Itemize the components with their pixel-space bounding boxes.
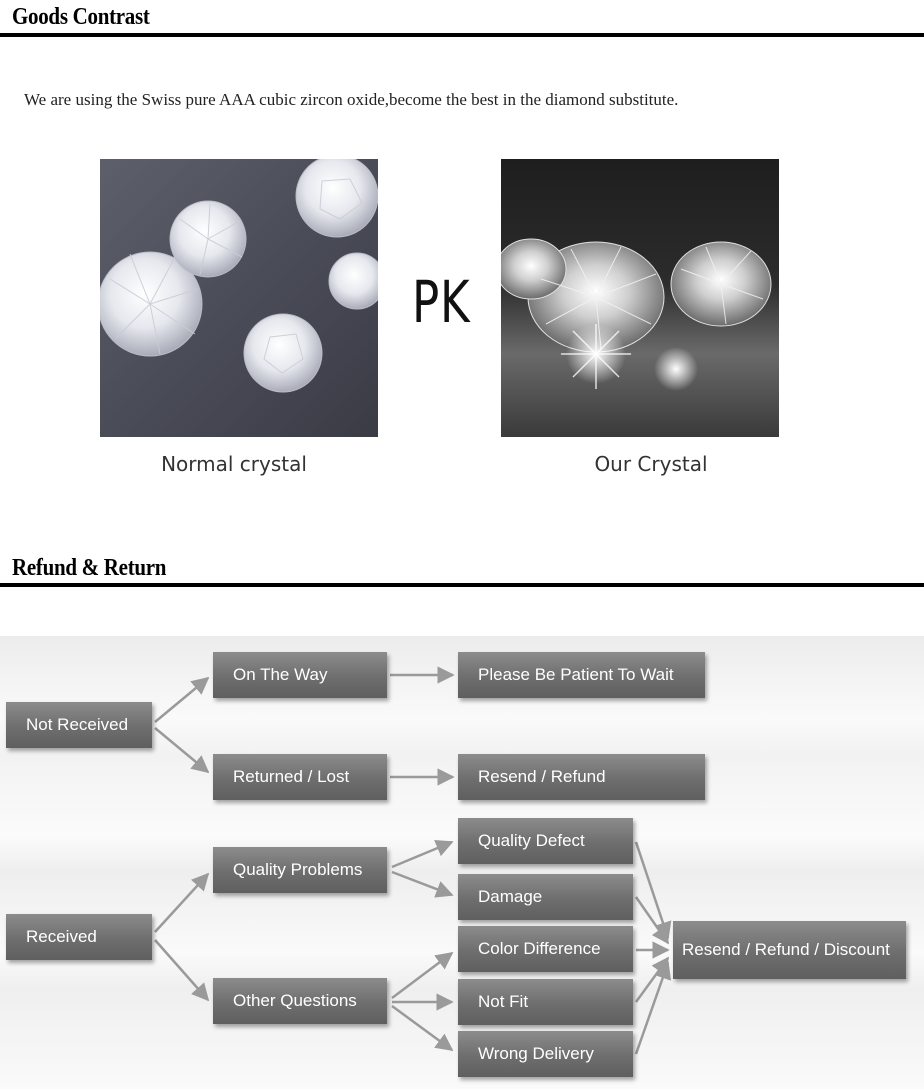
arrow-defect-to-final: [636, 842, 668, 938]
arrow-not-received-to-on-the-way: [155, 678, 208, 722]
arrow-received-to-other: [155, 940, 208, 1000]
contrast-intro-text: We are using the Swiss pure AAA cubic zircon oxide,become the best in the diamond substitute.: [24, 90, 679, 109]
box-quality-defect: Quality Defect: [458, 818, 633, 864]
arrow-not-received-to-returned-lost: [155, 728, 208, 772]
box-on-the-way: On The Way: [213, 652, 387, 698]
box-not-fit: Not Fit: [458, 979, 633, 1025]
normal-crystal-caption: Normal crystal: [161, 452, 307, 476]
arrow-received-to-quality: [155, 874, 208, 932]
box-quality-problems: Quality Problems: [213, 847, 387, 893]
box-resend-refund: Resend / Refund: [458, 754, 705, 800]
box-color-difference: Color Difference: [458, 926, 633, 972]
box-resend-refund-discount: Resend / Refund / Discount: [673, 921, 906, 979]
box-other-questions: Other Questions: [213, 978, 387, 1024]
arrow-wrong-to-final: [636, 963, 668, 1054]
pk-label: PK: [412, 268, 471, 336]
box-wrong-delivery: Wrong Delivery: [458, 1031, 633, 1077]
goods-contrast-title: Goods Contrast: [12, 2, 150, 30]
box-damage: Damage: [458, 874, 633, 920]
box-received: Received: [6, 914, 152, 960]
arrow-quality-to-damage: [392, 872, 452, 895]
refund-return-title: Refund & Return: [12, 553, 167, 581]
our-crystal-caption: Our Crystal: [594, 452, 708, 476]
box-not-received: Not Received: [6, 702, 152, 748]
box-please-wait: Please Be Patient To Wait: [458, 652, 705, 698]
arrow-quality-to-defect: [392, 842, 452, 867]
box-returned-lost: Returned / Lost: [213, 754, 387, 800]
arrow-other-to-color: [392, 953, 452, 998]
arrow-other-to-wrong: [392, 1006, 452, 1050]
